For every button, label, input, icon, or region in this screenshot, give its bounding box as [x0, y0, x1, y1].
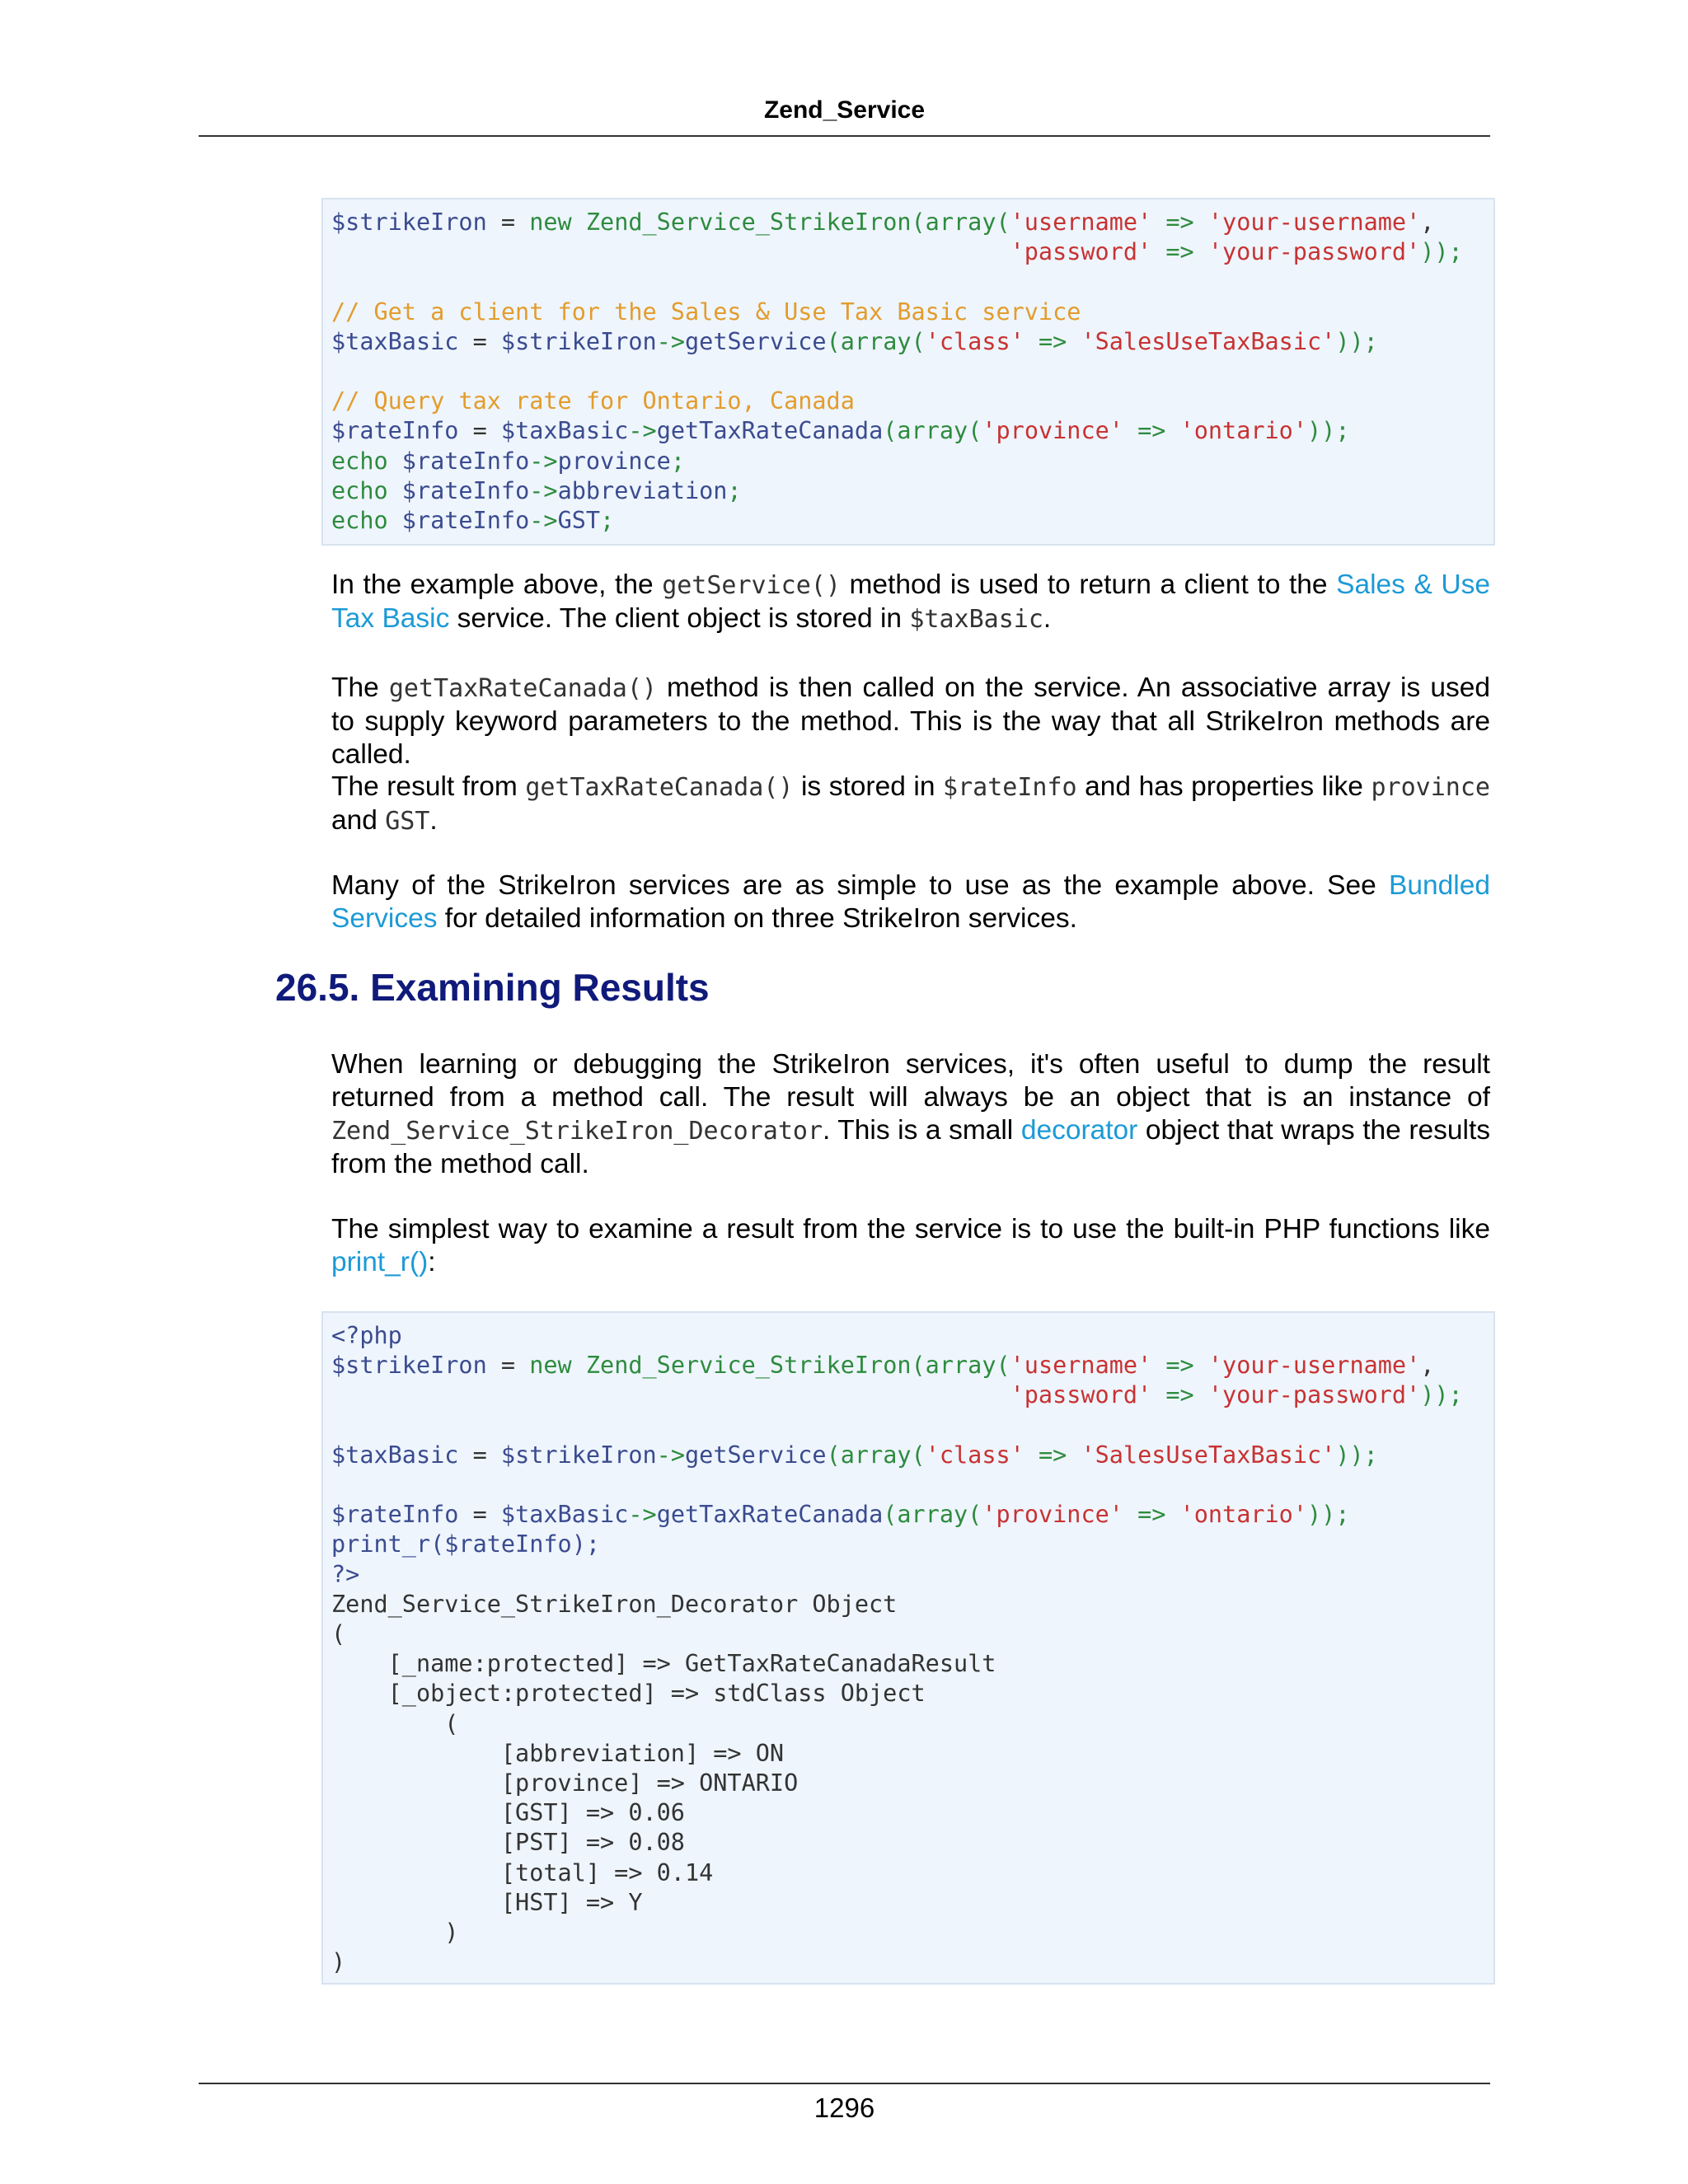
running-header: Zend_Service [763, 96, 926, 124]
print-r-link[interactable]: print_r() [331, 1247, 429, 1277]
paragraph-result: The result from getTaxRateCanada() is stored in $rateInfo and has properties like province and GST. [331, 771, 1490, 836]
header-rule [199, 135, 1490, 137]
footer-rule [199, 2083, 1490, 2084]
bundled-services-link[interactable]: Bundled Services [331, 870, 1490, 934]
paragraph-examining: When learning or debugging the StrikeIron services, it's often useful to dump the result returned from a method call. The result will always be an object that is an instance of Zend_Service_StrikeIron_Decorator. This is a small decorator object that wraps the results from the method call. [331, 1049, 1490, 1179]
section-heading: 26.5. Examining Results [275, 966, 710, 1009]
paragraph-bundled-services: Many of the StrikeIron services are as simple to use as the example above. See Bundled Services for detailed information on three StrikeIron services. [331, 870, 1490, 934]
page-number: 1296 [814, 2093, 875, 2123]
paragraph-gettaxratecanada: The getTaxRateCanada() method is then called on the service. An associative array is used to supply keyword parameters to the method. This is the way that all StrikeIron methods are called. [331, 673, 1490, 770]
decorator-link[interactable]: decorator [1020, 1115, 1138, 1146]
sales-use-tax-basic-link[interactable]: Sales & Use Tax Basic [331, 569, 1490, 634]
paragraph-print-r: The simplest way to examine a result from the service is to use the built-in PHP functions like print_r(): [331, 1214, 1490, 1277]
paragraph-getservice: In the example above, the getService() method is used to return a client to the Sales & Use Tax Basic service. The client object is stored in $taxBasic. [331, 569, 1490, 634]
print-r-output: Zend_Service_StrikeIron_Decorator Object ( [_name:protected] => GetTaxRateCanadaResult [_object:protected] => stdClass Object ( [abbreviation] => ON [province] => ONTARIO [GST] => 0.06 [PST] => 0.08 [total] => 0.14 [HST] => Y ) ) [331, 1590, 996, 1976]
code-block-2: <?php $strikeIron = new Zend_Service_StrikeIron(array('username' => 'your-username', 'password' => 'your-password')); $taxBasic = $strikeIron->getService(array('class' => 'SalesUseTaxBasic')); $rateInfo = $taxBasic->getTaxRateCanada(array('province' => 'ontario')); print_r($rateInfo); ?> Zend_Service_StrikeIron_Decorator Object ( [_name:protected] => GetTaxRateCanadaResult [_object:protected] => stdClass Object ( [abbreviation] => ON [province] => ONTARIO [GST] => 0.06 [PST] => 0.08 [total] => 0.14 [HST] => Y ) ) [321, 1311, 1495, 1985]
code-block-1: $strikeIron = new Zend_Service_StrikeIron(array('username' => 'your-username', 'password' => 'your-password')); // Get a client for the Sales & Use Tax Basic service $taxBasic = $strikeIron->getService(array('class' => 'SalesUseTaxBasic')); // Query tax rate for Ontario, Canada $rateInfo = $taxBasic->getTaxRateCanada(array('province' => 'ontario')); echo $rateInfo->province; echo $rateInfo->abbreviation; echo $rateInfo->GST; [321, 198, 1495, 546]
